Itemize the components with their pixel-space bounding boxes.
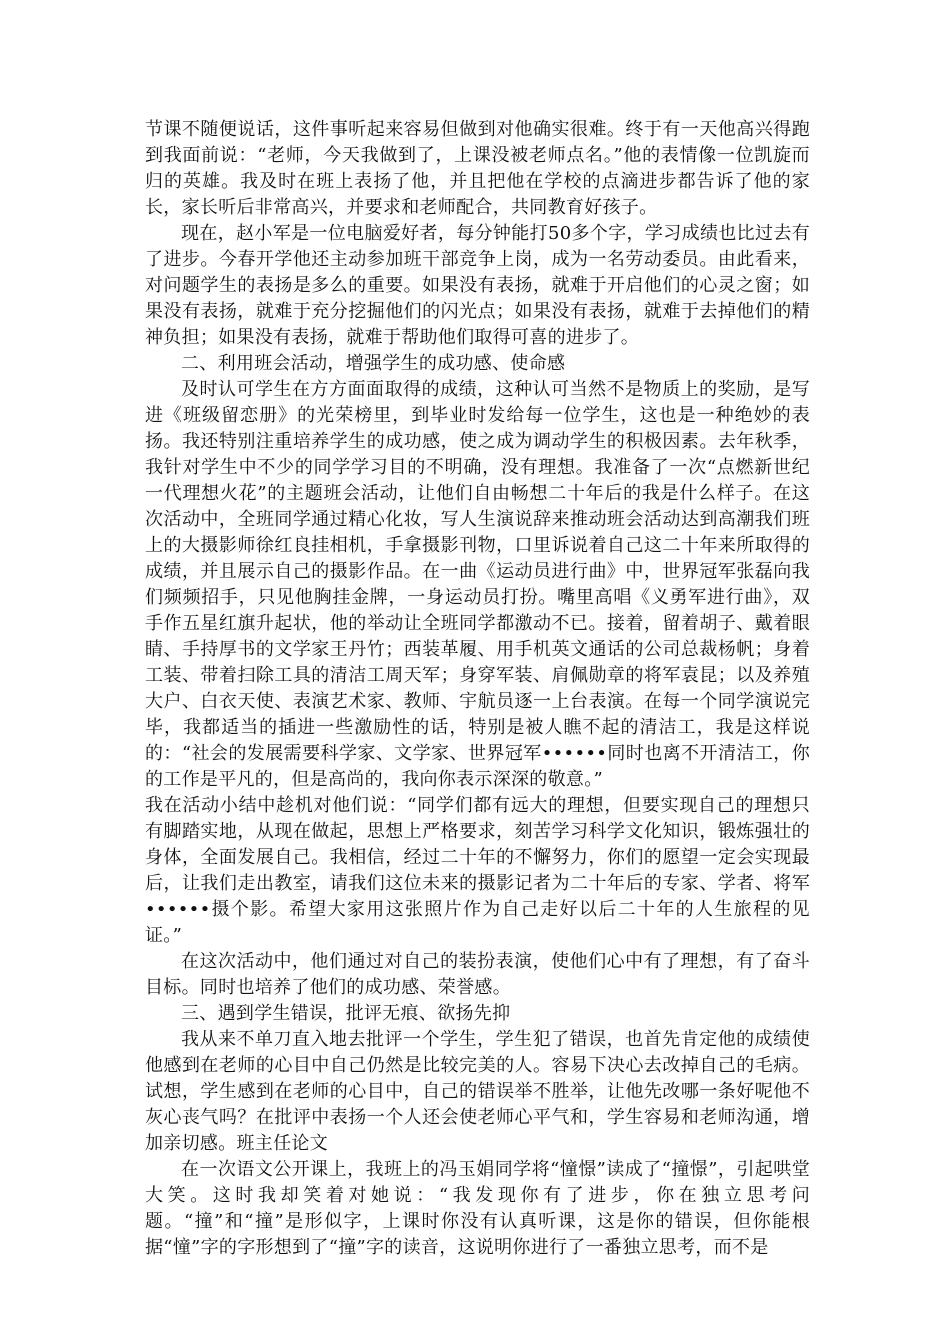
paragraph-chinese-class: 在一次语文公开课上，我班上的冯玉娟同学将“憧憬”读成了“撞憬”，引起哄堂大笑。这时我却笑着对她说：“我发现你有了进步，你在独立思考问题。“撞”和“撞”是形似字，上课时你没有认真听课，这是你的错误，但你能根据“憧”字的字形想到了“撞”字的读音，这说明你进行了一番独立思考，而不是 <box>145 1159 810 1258</box>
paragraph-class-meeting: 及时认可学生在方方面面取得的成绩，这种认可当然不是物质上的奖励，是写进《班级留恋册》的光荣榜里，到毕业时发给每一位学生，这也是一种绝妙的表扬。我还特别注重培养学生的成功感，使之成为调动学生的积极因素。去年秋季，我针对学生中不少的同学学习目的不明确，没有理想。我准备了一次“点燃新世纪一代理想火花”的主题班会活动，让他们自由畅想二十年后的我是什么样子。在这次活动中，全班同学通过精心化妆，写人生演说辞来推动班会活动达到高潮我们班上的大摄影师徐红良挂相机，手拿摄影刊物，口里诉说着自己这二十年来所取得的成绩，并且展示自己的摄影作品。在一曲《运动员进行曲》中，世界冠军张磊向我们频频招手，只见他胸挂金牌，一身运动员打扮。嘴里高唱《义勇军进行曲》，双手作五星红旗升起状，他的举动让全班同学都激动不已。接着，留着胡子、戴着眼睛、手持厚书的文学家王丹竹；西装革履、用手机英文通话的公司总裁杨帆；身着工装、带着扫除工具的清洁工周天军；身穿军装、肩佩勋章的将军袁昆；以及养殖大户、白衣天使、表演艺术家、教师、宇航员逐一上台表演。在每一个同学演说完毕，我都适当的插进一些激励性的话，特别是被人瞧不起的清洁工，我是这样说的：“社会的发展需要科学家、文学家、世界冠军••••••同时也离不开清洁工，你的工作是平凡的，但是高尚的，我向你表示深深的敬意。” <box>145 379 810 790</box>
section-heading-2: 二、利用班会活动，增强学生的成功感、使命感 <box>181 353 566 374</box>
paragraph-activity-summary: 我在活动小结中趁机对他们说：“同学们都有远大的理想，但要实现自己的理想只有脚踏实地，从现在做起，思想上严格要求，刻苦学习科学文化知识，锻炼强壮的身体，全面发展自己。我相信，经过二十年的不懈努力，你们的愿望一定会实现最后，让我们走出教室，请我们这位未来的摄影记者为二十年后的专家、学者、将军••••••摄个影。希望大家用这张照片作为自己走好以后二十年的人生旅程的见证。” <box>145 795 810 946</box>
document-page <box>145 117 810 1261</box>
section-heading-3: 三、遇到学生错误，批评无痕、欲扬先抑 <box>181 1003 511 1024</box>
paragraph-continued: 节课不随便说话，这件事听起来容易但做到对他确实很难。终于有一天他高兴得跑到我面前说：“老师，今天我做到了，上课没被老师点名。”他的表情像一位凯旋而归的英雄。我及时在班上表扬了他，并且把他在学校的点滴进步都告诉了他的家长，家长听后非常高兴，并要求和老师配合，共同教育好孩子。 <box>145 119 810 218</box>
paragraph-zhao-xiaojun: 现在，赵小军是一位电脑爱好者，每分钟能打50多个字，学习成绩也比过去有了进步。今春开学他还主动参加班干部竞争上岗，成为一名劳动委员。由此看来，对问题学生的表扬是多么的重要。如果没有表扬，就难于开启他们的心灵之窗；如果没有表扬，就难于充分挖掘他们的闪光点；如果没有表扬，就难于去掉他们的精神负担；如果没有表扬，就难于帮助他们取得可喜的进步了。 <box>145 223 810 348</box>
paragraph-activity-result: 在这次活动中，他们通过对自己的装扮表演，使他们心中有了理想，有了奋斗目标。同时也培养了他们的成功感、荣誉感。 <box>145 951 810 998</box>
paragraph-criticism: 我从来不单刀直入地去批评一个学生，学生犯了错误，也首先肯定他的成绩使他感到在老师的心目中自己仍然是比较完美的人。容易下决心去改掉自己的毛病。试想，学生感到在老师的心目中，自己的错误举不胜举，让他先改哪一条好呢他不灰心丧气吗？在批评中表扬一个人还会使老师心平气和，学生容易和老师沟通，增加亲切感。班主任论文 <box>145 1029 810 1154</box>
